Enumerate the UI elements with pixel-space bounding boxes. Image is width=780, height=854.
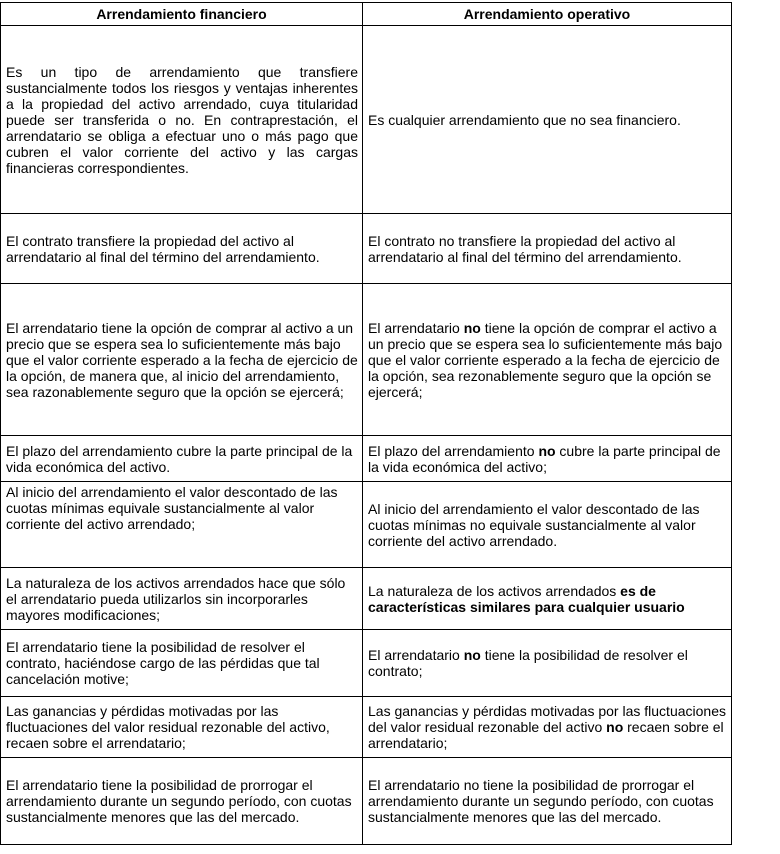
- bold-emphasis: es de características similares para cualquier usuario: [368, 582, 685, 615]
- header-arrendamiento-financiero: Arrendamiento financiero: [1, 3, 363, 26]
- negation-emphasis: no: [538, 442, 556, 459]
- table-row: [1, 214, 732, 284]
- operativo-cell: [363, 436, 732, 482]
- table-row: [1, 630, 732, 697]
- table-row: [1, 697, 732, 758]
- cell-text: tiene la opción de comprar el activo a un precio que se espera sea lo suficientemente más bajo que el valor corriente esperado a la fecha de ejercicio de la opción, sea rezonablemente seguro que la opción se ejercerá;: [368, 319, 723, 400]
- cell-text: La naturaleza de los activos arrendados: [368, 582, 621, 599]
- table-row: [1, 436, 732, 482]
- financiero-definition-cell: Es un tipo de arrendamiento que transfiere sustancialmente todos los riesgos y ventajas inherentes a la propiedad del activo arrendado, cuya titularidad puede ser transferida o no. En contraprestación, el arrendatario se obliga a efectuar uno o más pago que cubren el valor corriente del activo y las cargas financieras correspondientes.: [1, 26, 363, 214]
- operativo-cell: [363, 697, 732, 758]
- cell-text: El plazo del arrendamiento: [368, 442, 539, 459]
- financiero-cell: El arrendatario tiene la opción de comprar al activo a un precio que se espera sea lo suficientemente más bajo que el valor corriente esperado a la fecha de ejercicio de la opción, de manera que, al inicio del arrendamiento, sea razonablemente seguro que la opción se ejercerá;: [1, 284, 363, 436]
- negation-emphasis: no: [463, 319, 481, 336]
- financiero-cell: El arrendatario tiene la posibilidad de resolver el contrato, haciéndose cargo de las pérdidas que tal cancelación motive;: [1, 630, 363, 697]
- financiero-cell: Al inicio del arrendamiento el valor descontado de las cuotas mínimas equivale sustancialmente al valor corriente del activo arrendado;: [1, 482, 363, 568]
- cell-text: Las ganancias y pérdidas motivadas por las fluctuaciones del valor residual rezonable del activo: [368, 703, 726, 735]
- negation-emphasis: no: [463, 647, 481, 663]
- financiero-cell: Las ganancias y pérdidas motivadas por las fluctuaciones del valor residual rezonable del activo, recaen sobre el arrendatario;: [1, 697, 363, 758]
- financiero-cell: El contrato transfiere la propiedad del activo al arrendatario al final del término del arrendamiento.: [1, 214, 363, 284]
- table-row: [1, 568, 732, 630]
- table-row: [1, 758, 732, 845]
- operativo-cell: El arrendatario no tiene la posibilidad de prorrogar el arrendamiento durante un segundo período, con cuotas sustancialmente menores que las del mercado.: [363, 758, 732, 845]
- table-row: [1, 284, 732, 436]
- table-header-row: [1, 3, 732, 26]
- operativo-cell: El contrato no transfiere la propiedad del activo al arrendatario al final del término del arrendamiento.: [363, 214, 732, 284]
- financiero-cell: El plazo del arrendamiento cubre la parte principal de la vida económica del activo.: [1, 436, 363, 482]
- table-row: [1, 26, 732, 214]
- cell-text: tiene la posibilidad de resolver el contrato;: [368, 647, 688, 679]
- operativo-cell: [363, 630, 732, 697]
- financiero-cell: La naturaleza de los activos arrendados hace que sólo el arrendatario pueda utilizarlos sin incorporarles mayores modificaciones;: [1, 568, 363, 630]
- operativo-definition-cell: Es cualquier arrendamiento que no sea financiero.: [363, 26, 732, 214]
- header-arrendamiento-operativo: Arrendamiento operativo: [363, 3, 732, 26]
- cell-text: cubre la parte principal de la vida económica del activo;: [368, 442, 721, 475]
- cell-text: El arrendatario: [368, 647, 464, 663]
- table-row: [1, 482, 732, 568]
- financiero-cell: El arrendatario tiene la posibilidad de prorrogar el arrendamiento durante un segundo período, con cuotas sustancialmente menores que las del mercado.: [1, 758, 363, 845]
- negation-emphasis: no: [606, 719, 624, 735]
- cell-text: recaen sobre el arrendatario;: [368, 719, 724, 751]
- comparison-table: [0, 2, 732, 845]
- operativo-cell: [363, 568, 732, 630]
- operativo-cell: [363, 284, 732, 436]
- cell-text: El arrendatario: [368, 319, 464, 336]
- operativo-cell: Al inicio del arrendamiento el valor descontado de las cuotas mínimas no equivale sustancialmente al valor corriente del activo arrendado.: [363, 482, 732, 568]
